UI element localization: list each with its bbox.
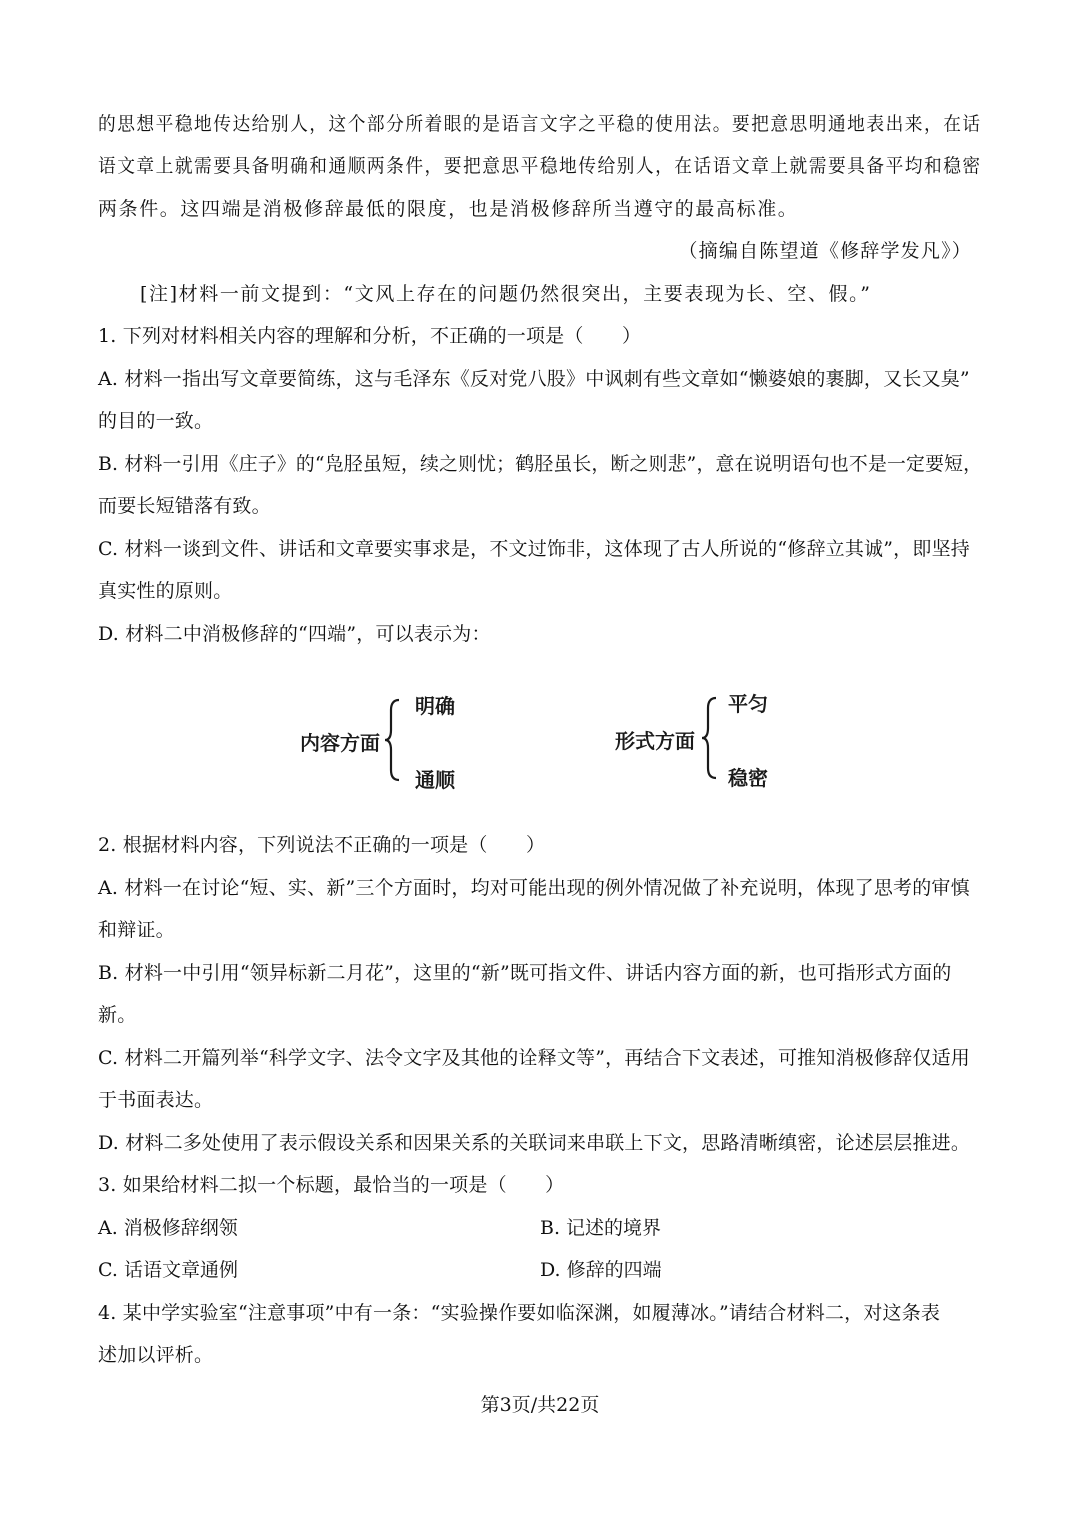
q3-option-c: C. 话语文章通例 — [98, 1259, 238, 1281]
q3-option-d: D. 修辞的四端 — [540, 1259, 662, 1281]
q1-option-c-line2: 真实性的原则。 — [98, 580, 233, 602]
diagram-right-head: 形式方面 — [615, 729, 695, 753]
q2-option-a-line1: A. 材料一在讨论“短、实、新”三个方面时，均对可能出现的例外情况做了补充说明，体现了思考的审慎 — [98, 877, 970, 899]
q2-option-b-line1: B. 材料一中引用“领异标新二月花”，这里的“新”既可指文件、讲话内容方面的新，也可指形式方面的 — [98, 962, 952, 984]
page-number-footer: 第3页/共22页 — [480, 1394, 600, 1416]
q2-option-b-line2: 新。 — [98, 1004, 137, 1026]
passage-source: （摘编自陈望道《修辞学发凡》） — [678, 240, 972, 262]
q3-option-a: A. 消极修辞纲领 — [98, 1217, 238, 1239]
q2-option-d-line1: D. 材料二多处使用了表示假设关系和因果关系的关联词来串联上下文，思路清晰缜密，论述层层推进。 — [98, 1132, 971, 1154]
passage-line-3: 两条件。这四端是消极修辞最低的限度，也是消极修辞所当遵守的最高标准。 — [98, 198, 799, 220]
q2-option-c-line2: 于书面表达。 — [98, 1089, 214, 1111]
diagram-left-top: 明确 — [415, 694, 455, 718]
q4-line-1: 4. 某中学实验室“注意事项”中有一条：“实验操作要如临深渊，如履薄冰。”请结合材料二，对这条表 — [98, 1302, 941, 1324]
q2-stem: 2. 根据材料内容，下列说法不正确的一项是（ ） — [98, 834, 546, 856]
q1-option-a-line2: 的目的一致。 — [98, 410, 214, 432]
q3-option-b: B. 记述的境界 — [540, 1217, 662, 1239]
q2-option-c-line1: C. 材料二开篇列举“科学文字、法令文字及其他的诠释文等”，再结合下文表述，可推知消极修辞仅适用 — [98, 1047, 970, 1069]
right-brace-icon — [700, 696, 720, 780]
passage-line-1: 的思想平稳地传达给别人，这个部分所着眼的是语言文字之平稳的使用法。要把意思明通地表出来，在话 — [98, 113, 982, 135]
q4-line-2: 述加以评析。 — [98, 1344, 214, 1366]
diagram-left-bottom: 通顺 — [415, 768, 455, 792]
q1-option-a-line1: A. 材料一指出写文章要简练，这与毛泽东《反对党八股》中讽刺有些文章如“懒婆娘的裹脚，又长又臭” — [98, 368, 970, 390]
q1-option-c-line1: C. 材料一谈到文件、讲话和文章要实事求是，不文过饰非，这体现了古人所说的“修辞立其诚”，即坚持 — [98, 538, 970, 560]
passage-line-2: 语文章上就需要具备明确和通顺两条件，要把意思平稳地传给别人，在话语文章上就需要具备平均和稳密 — [98, 155, 982, 177]
diagram-right-top: 平匀 — [728, 692, 768, 716]
diagram-right-bottom: 稳密 — [728, 766, 768, 790]
q1-option-b-line1: B. 材料一引用《庄子》的“凫胫虽短，续之则忧；鹤胫虽长，断之则悲”，意在说明语句也不是一定要短， — [98, 453, 983, 475]
left-brace-icon — [383, 698, 403, 782]
passage-note: [注]材料一前文提到：“文风上存在的问题仍然很突出，主要表现为长、空、假。” — [140, 283, 872, 305]
q1-stem: 1. 下列对材料相关内容的理解和分析，不正确的一项是（ ） — [98, 325, 642, 347]
q1-option-b-line2: 而要长短错落有致。 — [98, 495, 271, 517]
q3-stem: 3. 如果给材料二拟一个标题，最恰当的一项是（ ） — [98, 1174, 565, 1196]
q2-option-a-line2: 和辩证。 — [98, 919, 175, 941]
q1-option-d-line1: D. 材料二中消极修辞的“四端”，可以表示为： — [98, 623, 491, 645]
diagram-left-head: 内容方面 — [300, 731, 380, 755]
